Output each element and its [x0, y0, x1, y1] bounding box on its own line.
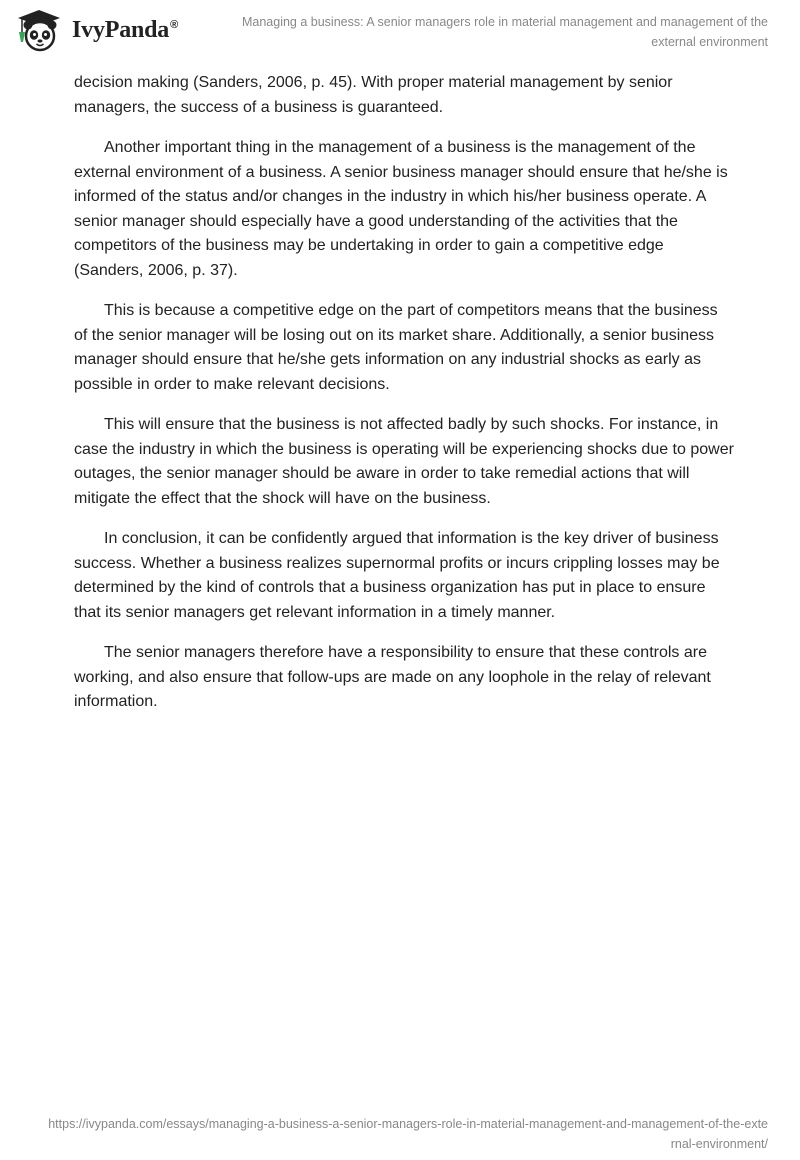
document-title: Managing a business: A senior managers role in material management and management of the external environment — [241, 15, 768, 49]
panda-graduate-icon — [14, 8, 64, 52]
page-header — [0, 0, 800, 62]
paragraph: decision making (Sanders, 2006, p. 45). With proper material management by senior managers, the success of a business is guaranteed. — [74, 74, 673, 116]
source-url-link[interactable]: https://ivypanda.com/essays/managing-a-business-a-senior-managers-role-in-material-management-and-management-of-the-external-environment/ — [48, 1117, 768, 1151]
ivypanda-logo[interactable] — [14, 8, 178, 52]
brand-name: IvyPanda® — [72, 16, 179, 43]
paragraph: In conclusion, it can be confidently argued that information is the key driver of business success. Whether a business realizes supernormal profits or incurs crippling losses may be determined by the kind of controls that a business organization has put in place to ensure that its senior managers get relevant information in a timely manner. — [74, 530, 720, 621]
paragraph: The senior managers therefore have a responsibility to ensure that these controls are working, and also ensure that follow-ups are made on any loophole in the relay of relevant information. — [74, 644, 711, 710]
registered-mark: ® — [170, 18, 179, 31]
essay-body — [74, 71, 734, 731]
paragraph: This is because a competitive edge on the part of competitors means that the business of the senior manager will be losing out on its market share. Additionally, a senior business manager should ensure that he/she gets information on any industrial shocks as early as possible in order to make relevant decisions. — [74, 302, 718, 393]
paragraph: This will ensure that the business is not affected badly by such shocks. For instance, in case the industry in which the business is operating will be experiencing shocks due to power outages, the senior manager should be aware in order to take remedial actions that will mitigate the effect that the shock will have on the business. — [74, 416, 734, 507]
paragraph: Another important thing in the management of a business is the management of the external environment of a business. A senior business manager should ensure that he/she is informed of the status and/or changes in the industry in which his/her business operate. A senior manager should especially have a good understanding of the activities that the competitors of the business may be undertaking in order to gain a competitive edge (Sanders, 2006, p. 37). — [74, 139, 728, 279]
